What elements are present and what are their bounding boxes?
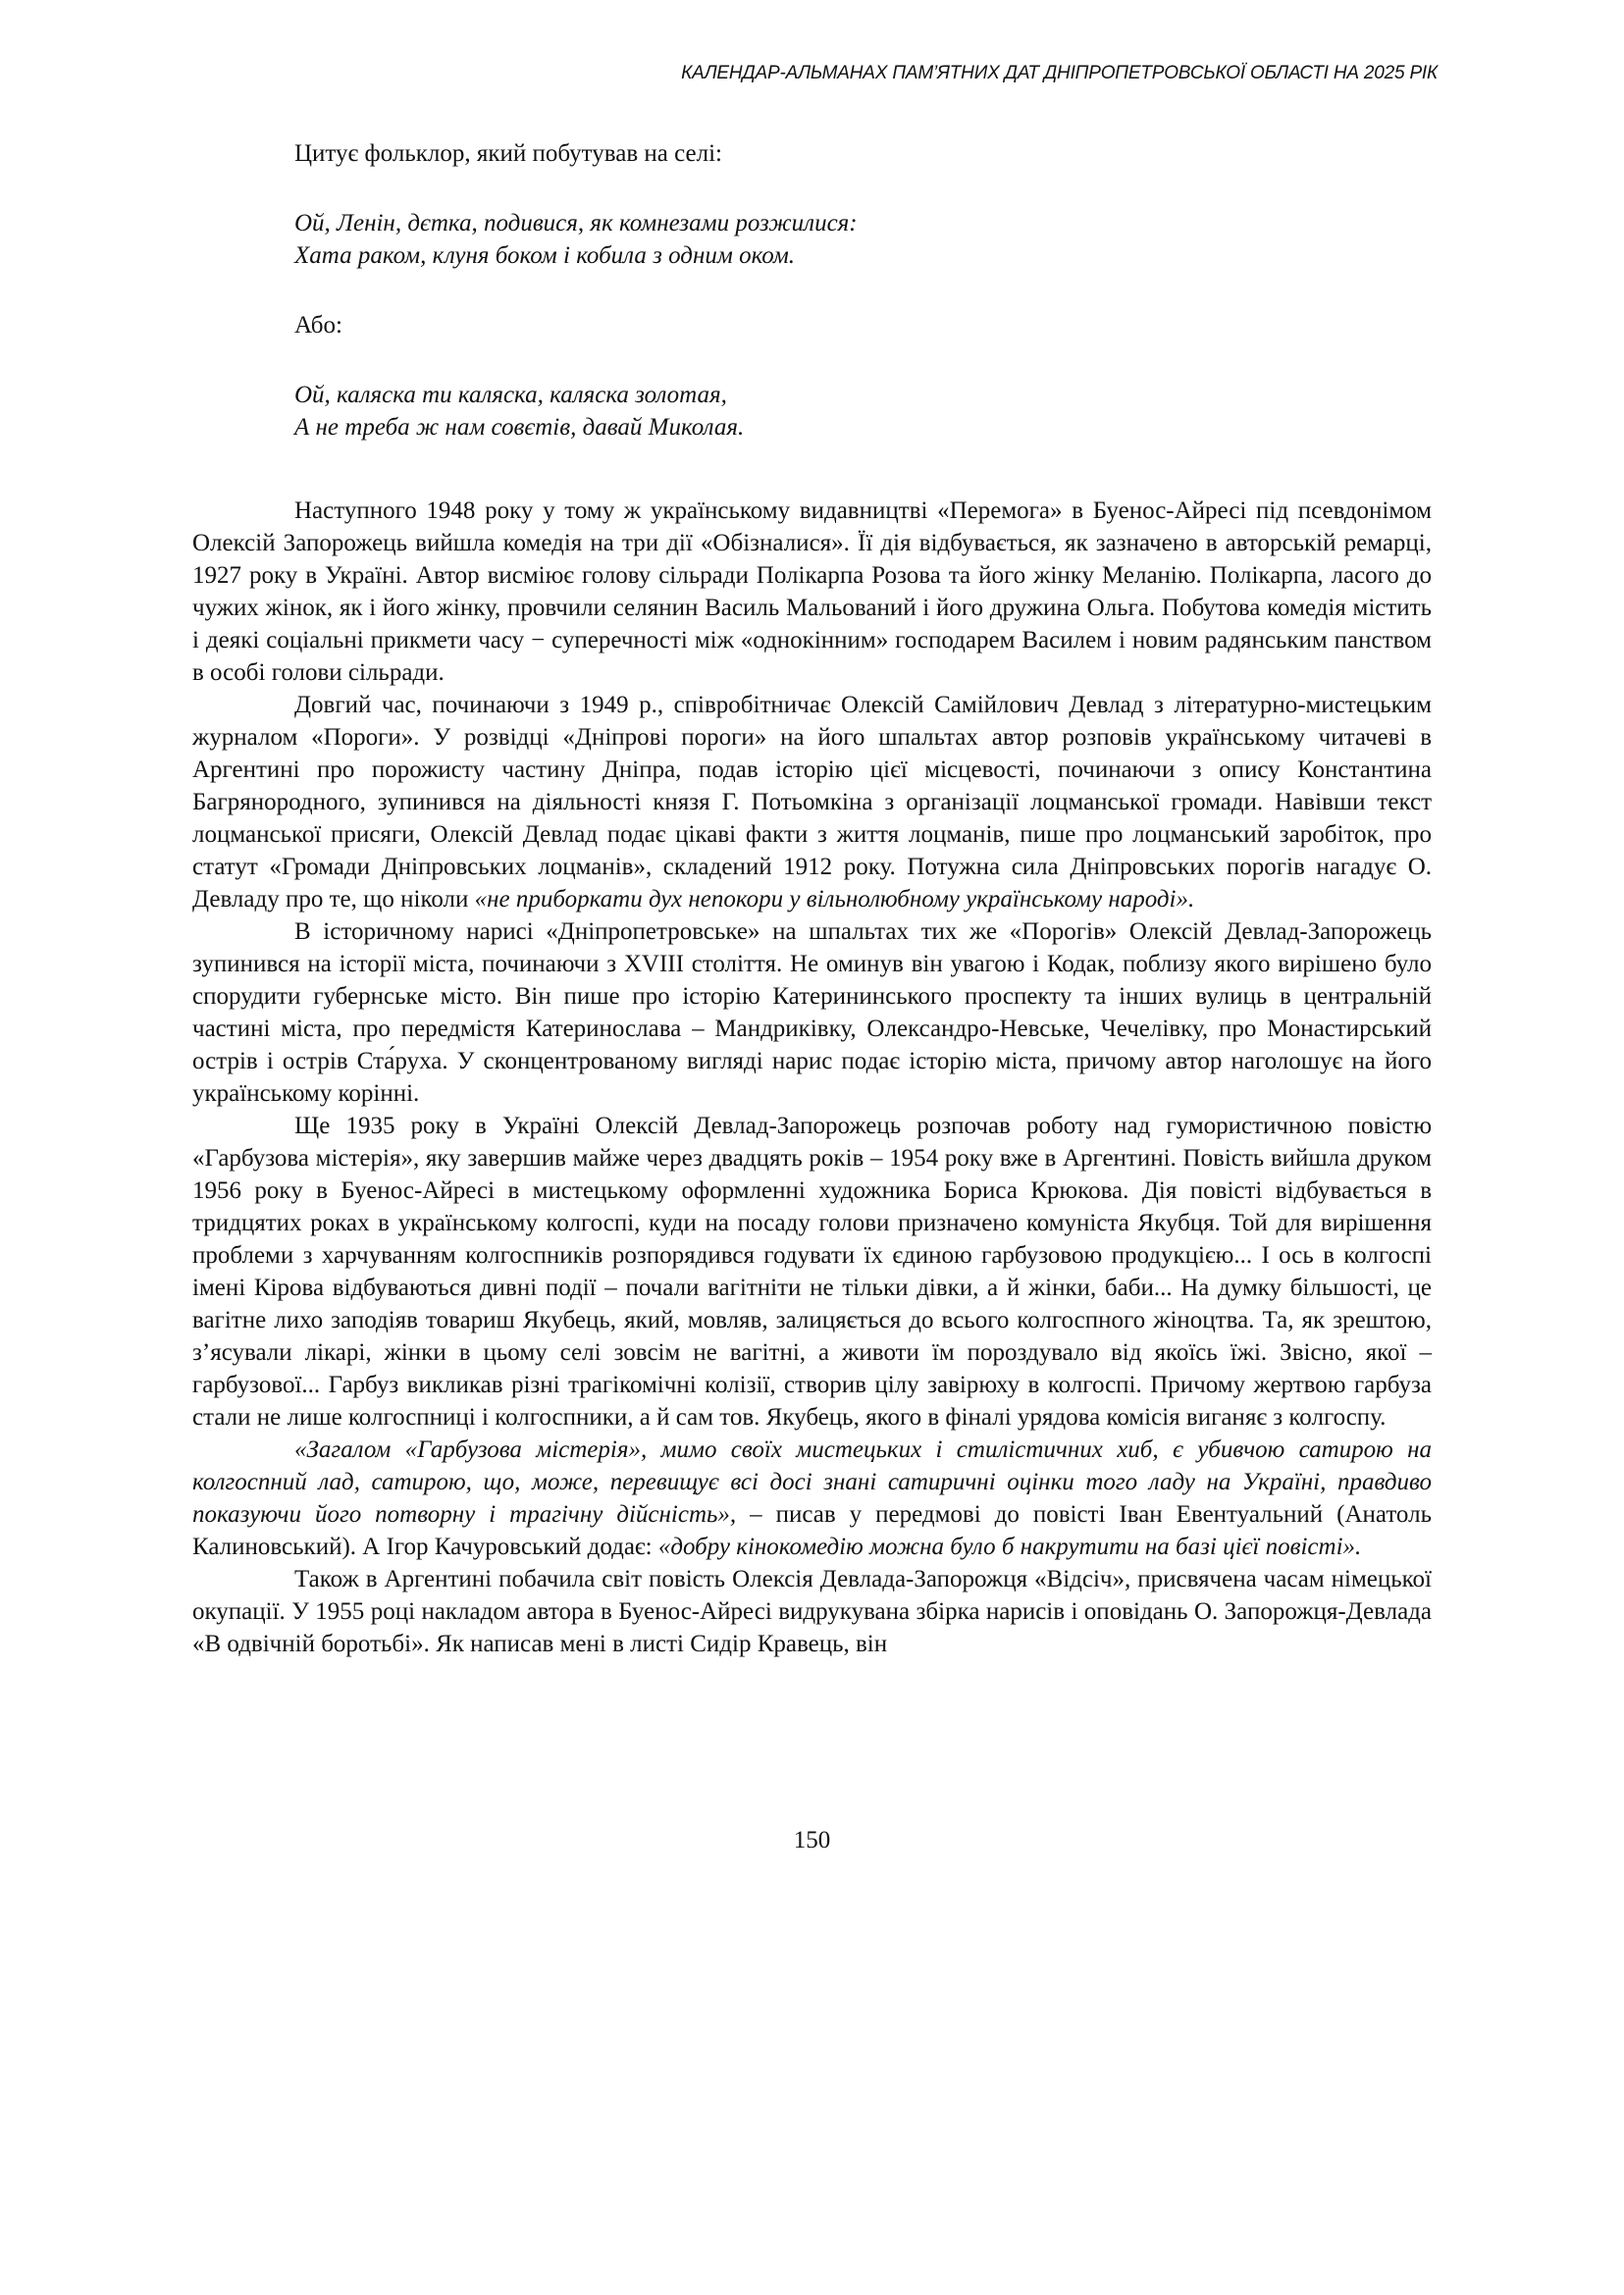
paragraph-text: Також в Аргентині побачила світ повість Олексія Девлада-Запорожця «Відсіч», присвячена часам німецької окупації. У 1955 році накладом автора в Буенос-Айресі видрукувана збірка нарисів і оповідань О. Запорожця-Девлада «В одвічній боротьбі». Як написав мені в листі Сидір Кравець, він	[192, 1566, 1432, 1657]
or-label: Або:	[294, 312, 342, 339]
verse-line: Ой, Ленін, дєтка, подивися, як комнезами розжилися:	[294, 210, 858, 236]
paragraph-dnipropetrovske	[192, 915, 1432, 1110]
paragraph-quote: «Загалом «Гарбузова містерія», мимо своїх мистецьких і стилістичних хиб, є убивчою сатирою на колгоспний лад, сатирою, що, може, перевищує всі досі знані сатиричні оцінки того ладу на Україні, правдиво показуючи його потворну і трагічну дійсність»,	[192, 1436, 1432, 1528]
paragraph-text: Ще 1935 року в Україні Олексій Девлад-Запорожець розпочав роботу над гумористичною повістю «Гарбузова містерія», яку завершив майже через двадцять років – 1954 року вже в Аргентині. Повість вийшла друком 1956 року в Буенос-Айресі в мистецькому оформленні художника Бориса Крюкова. Дія повісті відбувається в тридцятих роках в українському колгоспі, куди на посаду голови призначено комуніста Якубця. Той для вирішення проблеми з харчуванням колгоспників розпорядився годувати їх єдиною гарбузовою продукцією... І ось в колгоспі імені Кірова відбуваються дивні події – почали вагітніти не тільки дівки, а й жінки, баби... На думку більшості, це вагітне лихо заподіяв товариш Якубець, який, мовляв, залицяється до всього колгоспного жіноцтва. Та, як зрештою, з’ясували лікарі, жінки в цьому селі зовсім не вагітні, а животи їм порoздувало від якоїсь їжі. Звісно, якої – гарбузової... Гарбуз викликав різні трагікомічні колізії, створив цілу завірюху в колгоспі. Причому жертвою гарбуза стали не лише колгоспниці і колгоспники, а й сам тов. Якубець, якого в фіналі урядова комісія виганяє з колгоспу.	[192, 1113, 1432, 1431]
verse-line: Хата раком, клуня боком і кобила з одним оком.	[294, 242, 796, 269]
paragraph-text: В історичному нарисі «Дніпропетровське» на шпальтах тих же «Порогів» Олексій Девлад-Запорожець зупинився на історії міста, починаючи з XVIII століття. Не оминув він увагою і Кодак, поблизу якого вирішено було спорудити губернське місто. Він пише про історію Катерининського проспекту та інших вулиць в центральній частині міста, про передмістя Катеринослава – Мандриківку, Олександро-Невське, Чечелівку, про Монастирський острів і острів Ста́руха. У сконцентрованому вигляді нарис подає історію міста, причому автор наголошує на його українському корінні.	[192, 918, 1432, 1107]
folklore-intro: Цитує фольклор, який побутував на селі:	[294, 140, 722, 167]
paragraph-obiznalysia	[192, 495, 1432, 689]
verse-line: Ой, каляска ти каляска, каляска золотая,	[294, 382, 727, 408]
paragraph-text: Довгий час, починаючи з 1949 р., співробітничає Олексій Самійлович Девлад з літературно-мистецьким журналом «Пороги». У розвідці «Дніпрові пороги» на його шпальтах автор розповів українському читачеві в Аргентині про порожисту частину Дніпра, подав історію цієї місцевості, починаючи з опису Константина Багрянородного, зупинився на діяльності князя Г. Потьомкіна з організації лоцманської громади. Навівши текст лоцманської присяги, Олексій Девлад подає цікаві факти з життя лоцманів, пише про лоцманський заробіток, про статут «Громади Дніпровських лоцманів», складений 1912 року. Потужна сила Дніпровських порогів нагадує О. Девладу про те, що ніколи	[192, 692, 1432, 913]
page-number: 150	[793, 1827, 831, 1853]
running-header: КАЛЕНДАР-АЛЬМАНАХ ПАМ’ЯТНИХ ДАТ ДНІПРОПЕТРОВСЬКОЇ ОБЛАСТІ НА 2025 РІК	[681, 63, 1438, 83]
paragraph-text: – писав у передмові до повісті Іван Евентуальний (Анатоль Калиновський). А Ігор Качуровський додає:	[192, 1501, 1432, 1560]
paragraph-harbuzova-misteriia	[192, 1110, 1432, 1434]
folklore-verse-1	[294, 207, 1432, 272]
paragraph-review-quote	[192, 1434, 1432, 1563]
paragraph-quote: «не приборкати дух непокори у вільнолюбному українському народі».	[474, 886, 1195, 913]
paragraph-text: Наступного 1948 року у тому ж українському видавництві «Перемога» в Буенос-Айресі під псевдонімом Олексій Запорожець вийшла комедія на три дії «Обізналися». Її дія відбувається, як зазначено в авторській ремарці, 1927 року в Україні. Автор висміює голову сільради Полікарпа Розова та його жінку Меланію. Полікарпа, ласого до чужих жінок, як і його жінку, провчили селянин Василь Мальований і його дружина Ольга. Побутова комедія містить і деякі соціальні прикмети часу − суперечності між «однокінним» господарем Василем і новим радянським панством в особі голови сільради.	[192, 497, 1432, 686]
paragraph-quote: «добру кінокомедію можна було б накрутити на базі цієї повісті».	[657, 1534, 1362, 1560]
verse-line: А не треба ж нам совєтів, давай Миколая.	[294, 414, 745, 441]
main-text	[192, 128, 1432, 1660]
folklore-verse-2	[294, 379, 1432, 443]
paragraph-porohy	[192, 689, 1432, 915]
paragraph-vidsich	[192, 1563, 1432, 1660]
